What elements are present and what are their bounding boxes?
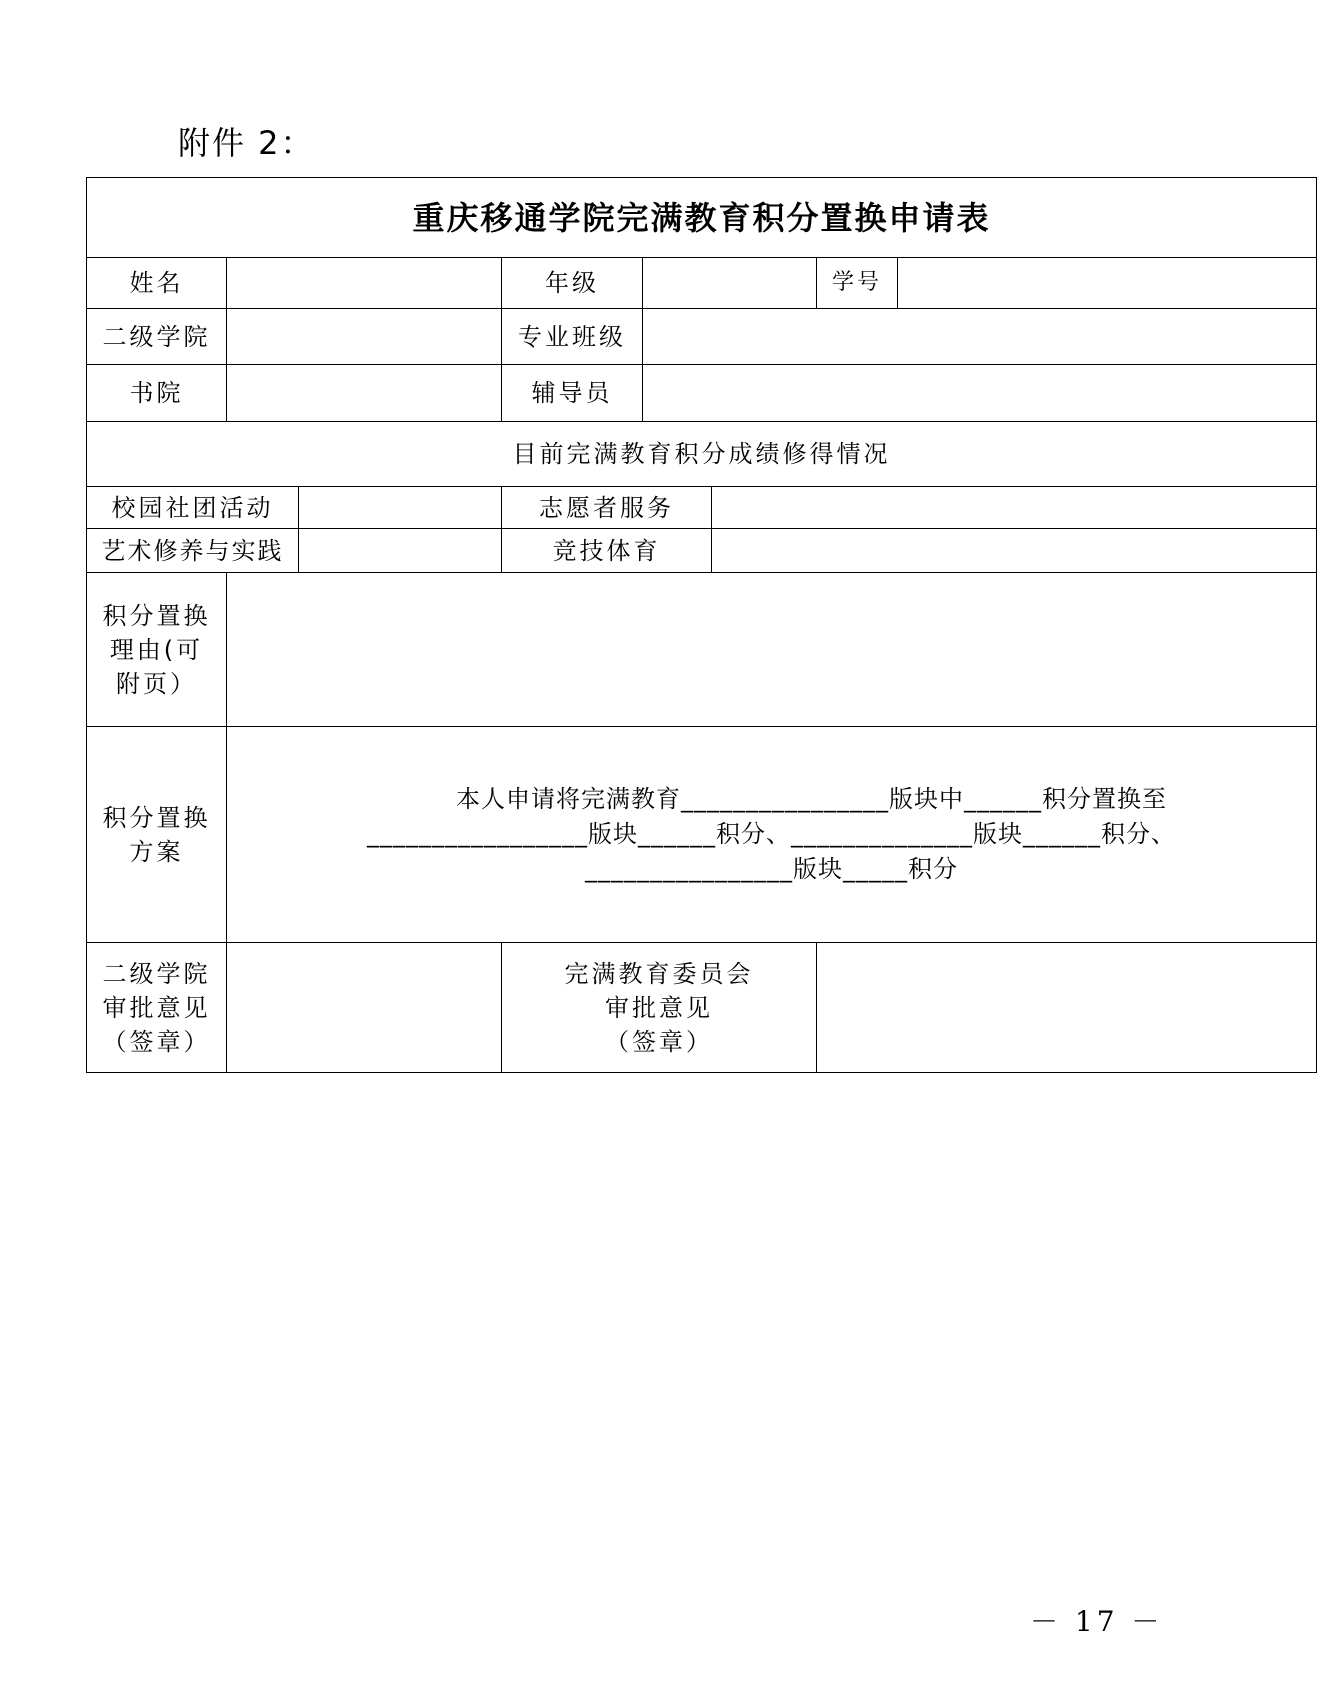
- college-approval-field[interactable]: [227, 943, 502, 1073]
- volunteer-service-field[interactable]: [712, 487, 1317, 529]
- plan-label-line2: 方案: [129, 837, 184, 866]
- attachment-label: 附件 2：: [178, 124, 315, 162]
- counselor-label: 辅导员: [502, 365, 643, 422]
- competitive-sports-field[interactable]: [712, 529, 1317, 573]
- committee-approval-line2: 审批意见: [605, 993, 713, 1022]
- name-label: 姓名: [87, 258, 227, 309]
- plan-text-line2: _________________版块______积分、______________版块______积分、: [367, 820, 1176, 848]
- reason-label-line3: 附页）: [116, 669, 197, 698]
- counselor-field[interactable]: [643, 365, 1317, 422]
- committee-approval-field[interactable]: [817, 943, 1317, 1073]
- committee-approval-label: [502, 943, 817, 1073]
- reason-label: [87, 573, 227, 727]
- academy-field[interactable]: [227, 365, 502, 422]
- student-id-label: 学号: [817, 258, 898, 309]
- reason-field[interactable]: [227, 573, 1317, 727]
- college-approval-label: [87, 943, 227, 1073]
- college-approval-line1: 二级学院: [102, 959, 211, 988]
- application-table: [86, 177, 1317, 1073]
- secondary-college-label: 二级学院: [87, 309, 227, 365]
- art-practice-label: 艺术修养与实践: [87, 529, 299, 573]
- secondary-college-field[interactable]: [227, 309, 502, 365]
- reason-label-line1: 积分置换: [102, 601, 211, 630]
- major-class-field[interactable]: [643, 309, 1317, 365]
- application-form: [86, 177, 1317, 1073]
- committee-approval-line1: 完满教育委员会: [564, 959, 754, 988]
- plan-label: [87, 727, 227, 943]
- student-id-field[interactable]: [898, 258, 1317, 309]
- plan-text-line3: ________________版块_____积分: [585, 855, 958, 883]
- committee-approval-line3: （签章）: [605, 1027, 713, 1056]
- grade-label: 年级: [502, 258, 643, 309]
- competitive-sports-label: 竞技体育: [502, 529, 712, 573]
- plan-field[interactable]: [227, 727, 1317, 943]
- art-practice-field[interactable]: [299, 529, 502, 573]
- volunteer-service-label: 志愿者服务: [502, 487, 712, 529]
- plan-label-line1: 积分置换: [102, 803, 211, 832]
- academy-label: 书院: [87, 365, 227, 422]
- plan-text-line1: 本人申请将完满教育________________版块中______积分置换至: [456, 785, 1167, 813]
- form-title: 重庆移通学院完满教育积分置换申请表: [87, 178, 1317, 258]
- current-scores-heading: 目前完满教育积分成绩修得情况: [87, 422, 1317, 487]
- major-class-label: 专业班级: [502, 309, 643, 365]
- campus-clubs-field[interactable]: [299, 487, 502, 529]
- college-approval-line3: （签章）: [102, 1027, 211, 1056]
- campus-clubs-label: 校园社团活动: [87, 487, 299, 529]
- reason-label-line2: 理由(可: [109, 635, 204, 664]
- grade-field[interactable]: [643, 258, 817, 309]
- plan-text: [367, 782, 1176, 887]
- page-number: － 17 －: [1030, 1605, 1164, 1638]
- name-field[interactable]: [227, 258, 502, 309]
- college-approval-line2: 审批意见: [102, 993, 211, 1022]
